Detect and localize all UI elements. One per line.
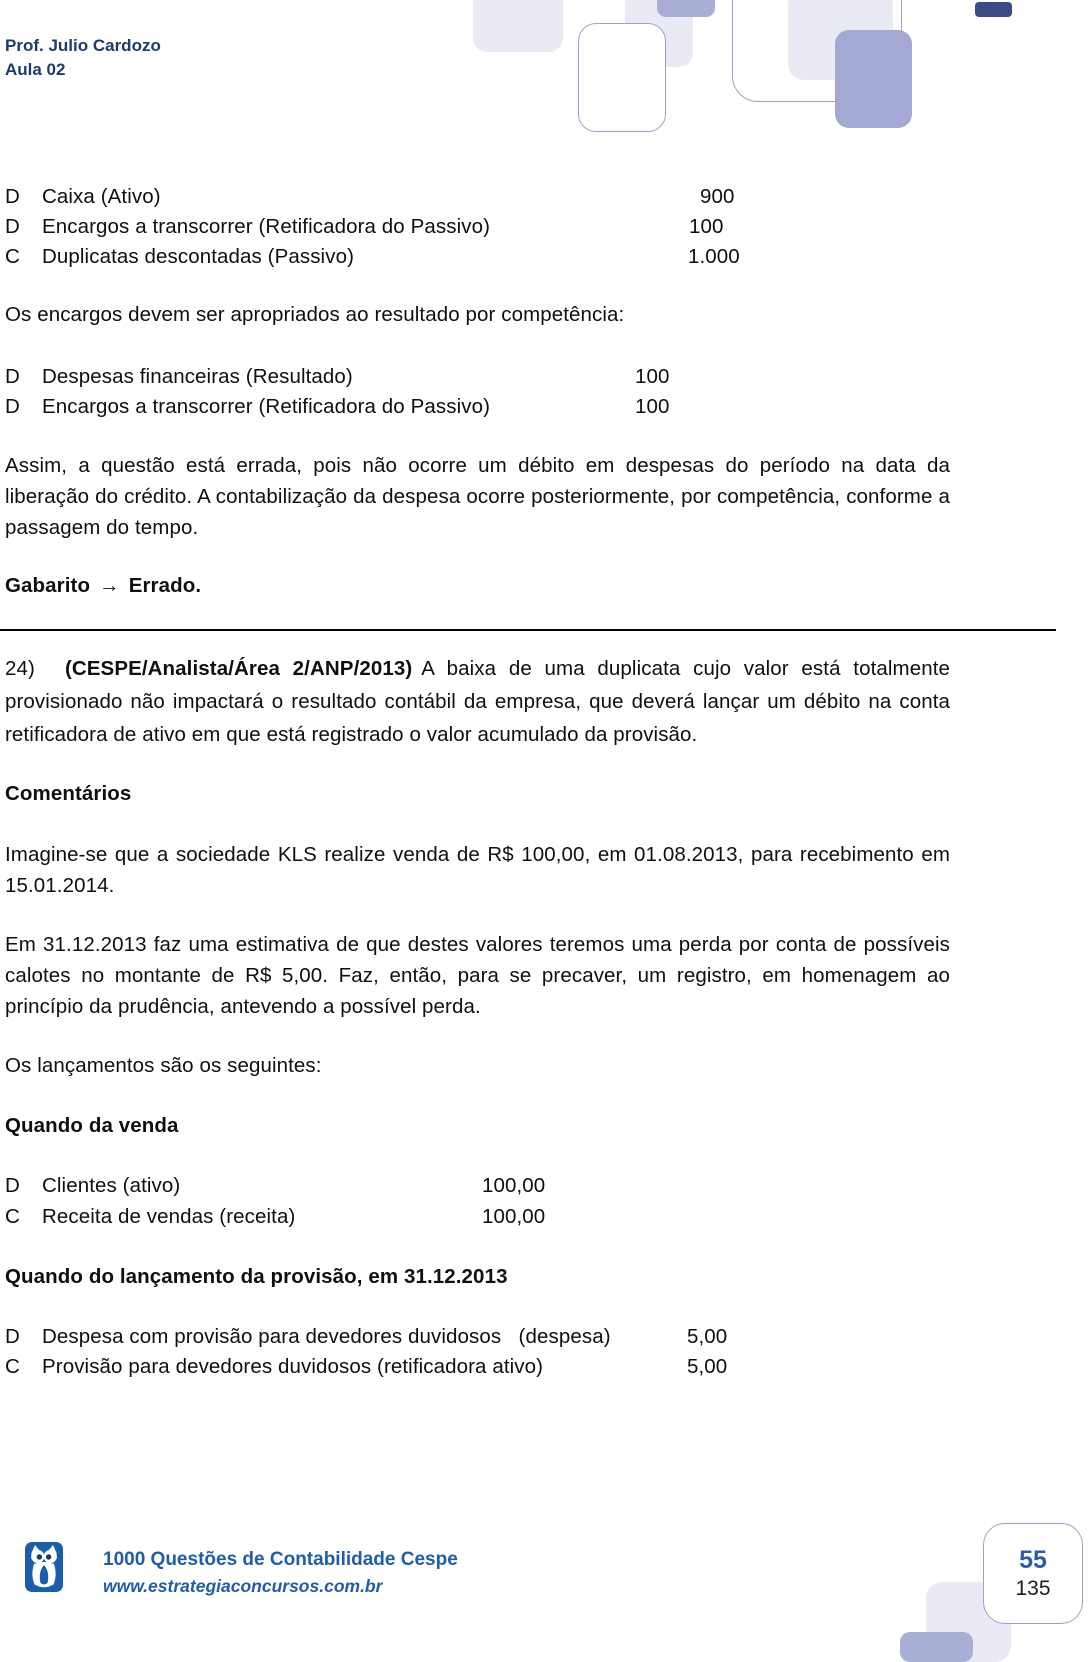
comentarios-heading: Comentários [5, 782, 132, 805]
venda-heading: Quando da venda [5, 1114, 179, 1137]
decor-square-light-1 [473, 0, 563, 52]
entry-side: D [5, 1174, 20, 1197]
entry-account: Receita de vendas (receita) [42, 1205, 296, 1228]
entry-amount: 900 [700, 185, 735, 208]
decor-square-outline-small [578, 23, 666, 132]
question-paragraph [5, 652, 950, 751]
entry-account: Duplicatas descontadas (Passivo) [42, 245, 354, 268]
question-source: (CESPE/Analista/Área 2/ANP/2013) [64, 657, 413, 680]
question-text: A baixa de uma duplicata cujo valor está totalmente provisionado não impactará o resultado contábil da empresa, que deverá lançar um débito na conta retificadora de ativo em que está registrado o valor acumulado da provisão. [5, 657, 950, 746]
entry-side: D [5, 1325, 20, 1348]
entry-amount: 100,00 [482, 1174, 546, 1197]
footer-website-link[interactable]: www.estrategiaconcursos.com.br [103, 1576, 383, 1596]
section-divider [0, 629, 1056, 631]
footer-series-title: 1000 Questões de Contabilidade Cespe [103, 1549, 458, 1570]
entry-side: D [5, 365, 20, 388]
entry-amount: 100 [689, 215, 724, 238]
entry-side: C [5, 1355, 20, 1378]
entry-side: C [5, 1205, 20, 1228]
gabarito-line [5, 570, 1005, 601]
entry-side: C [5, 245, 20, 268]
page-header [5, 34, 161, 82]
journal-row [5, 1351, 1015, 1382]
conclusion-paragraph: Assim, a questão está errada, pois não ocorre um débito em despesas do período na data da liberação do crédito. A contabilização da despesa ocorre posteriormente, por competência, conforme a passagem do tempo. [5, 454, 950, 539]
journal-row [5, 181, 1015, 212]
entry-amount: 1.000 [688, 245, 740, 268]
entry-side: D [5, 395, 20, 418]
entry-amount: 100 [635, 395, 670, 418]
estimativa-paragraph: Em 31.12.2013 faz uma estimativa de que destes valores teremos uma perda por conta de possíveis calotes no montante de R$ 5,00. Faz, então, para se precaver, um registro, em homenagem ao princípio da prudência, antevendo a possível perda. [5, 933, 950, 1018]
journal-row [5, 1170, 1015, 1201]
decor-square-mid-bottom [900, 1632, 973, 1662]
provisao-heading: Quando do lançamento da provisão, em 31.12.2013 [5, 1265, 508, 1288]
entry-account: Despesas financeiras (Resultado) [42, 365, 353, 388]
gabarito-answer: Errado. [128, 574, 202, 597]
imagine-paragraph: Imagine-se que a sociedade KLS realize venda de R$ 100,00, em 01.08.2013, para recebimento em 15.01.2014. [5, 843, 950, 897]
entry-account: Provisão para devedores duvidosos (retificadora ativo) [42, 1355, 544, 1378]
question-number: 24) [5, 657, 35, 680]
lesson-number: Aula 02 [5, 60, 66, 79]
footer-text-block [103, 1546, 458, 1599]
page-number-box [983, 1523, 1083, 1624]
decor-square-mid-top [657, 0, 715, 17]
journal-row [5, 1321, 1015, 1352]
intro-competencia-text: Os encargos devem ser apropriados ao resultado por competência: [5, 303, 625, 326]
gabarito-label: Gabarito [5, 574, 91, 597]
entry-account: Despesa com provisão para devedores duvidosos (despesa) [42, 1325, 611, 1348]
professor-name: Prof. Julio Cardozo [5, 36, 161, 55]
entry-side: D [5, 185, 20, 208]
entry-amount: 5,00 [687, 1325, 728, 1348]
journal-row [5, 361, 1015, 392]
entry-account: Clientes (ativo) [42, 1174, 181, 1197]
journal-row [5, 1201, 1015, 1232]
entry-account: Encargos a transcorrer (Retificadora do Passivo) [42, 215, 491, 238]
decor-square-navy-corner [975, 2, 1012, 17]
entry-account: Caixa (Ativo) [42, 185, 161, 208]
entry-account: Encargos a transcorrer (Retificadora do Passivo) [42, 395, 491, 418]
owl-logo-icon [25, 1542, 63, 1592]
entry-amount: 5,00 [687, 1355, 728, 1378]
arrow-right-icon: → [99, 574, 120, 597]
journal-row [5, 241, 1015, 272]
lancamentos-line: Os lançamentos são os seguintes: [5, 1054, 322, 1077]
journal-row [5, 211, 1015, 242]
journal-row [5, 391, 1015, 422]
decor-square-dark [835, 30, 912, 128]
entry-side: D [5, 215, 20, 238]
entry-amount: 100 [635, 365, 670, 388]
total-pages: 135 [1015, 1576, 1051, 1600]
entry-amount: 100,00 [482, 1205, 546, 1228]
page-number: 55 [1019, 1545, 1047, 1574]
